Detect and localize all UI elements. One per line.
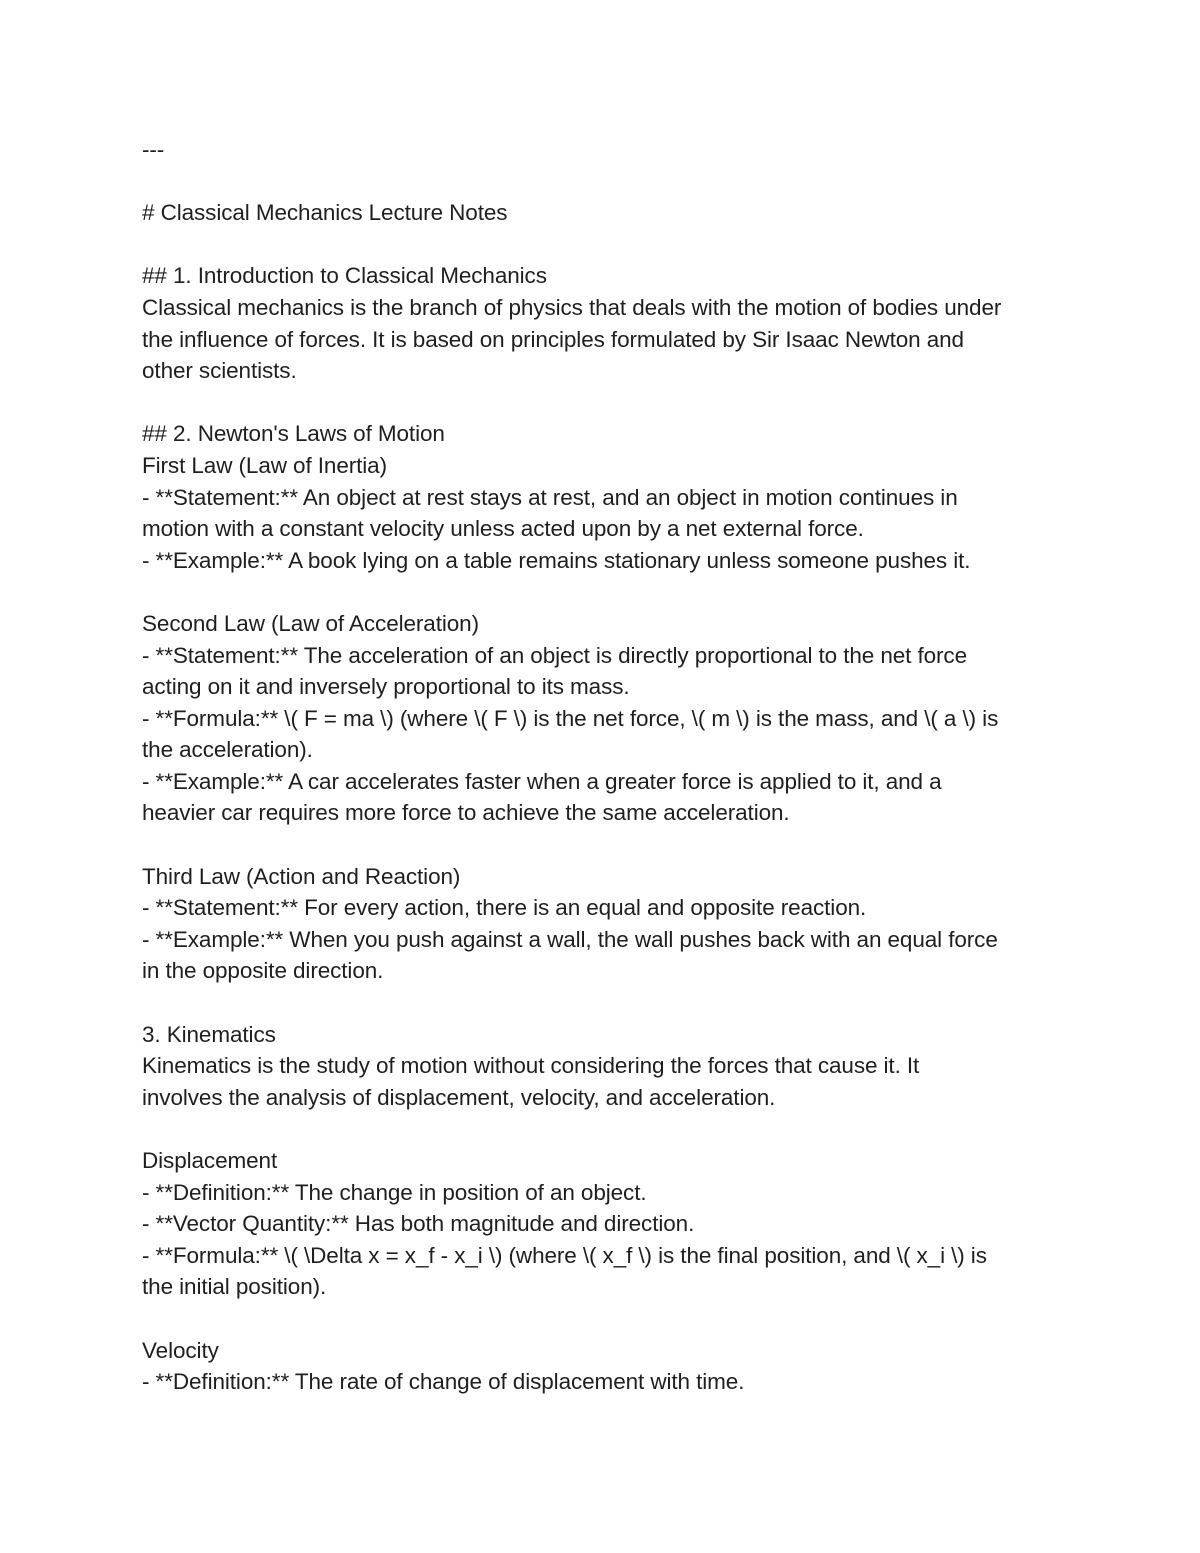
- list-item: - **Statement:** An object at rest stays at rest, and an object in motion continues in: [142, 484, 958, 510]
- list-item: - **Formula:** \( F = ma \) (where \( F \) is the net force, \( m \) is the mass, and \( a \) is: [142, 705, 999, 731]
- list-item: - **Statement:** For every action, there is an equal and opposite reaction.: [142, 895, 867, 921]
- spacer: [142, 1113, 1082, 1145]
- subsection-title: Displacement: [142, 1148, 278, 1173]
- spacer: [142, 229, 1082, 261]
- spacer: [142, 1303, 1082, 1335]
- list-item: - **Example:** When you push against a wall, the wall pushes back with an equal force: [142, 926, 998, 952]
- paragraph-line: Classical mechanics is the branch of physics that deals with the motion of bodies under: [142, 294, 1002, 320]
- spacer: [142, 387, 1082, 419]
- list-item-continuation: acting on it and inversely proportional to its mass.: [142, 674, 630, 700]
- list-item-continuation: the acceleration).: [142, 737, 313, 763]
- paragraph-line: Kinematics is the study of motion without considering the forces that cause it. It: [142, 1053, 920, 1079]
- list-item: - **Formula:** \( \Delta x = x_f - x_i \) (where \( x_f \) is the final position, and \( x_i \) is: [142, 1242, 987, 1268]
- section-heading: ## 2. Newton's Laws of Motion: [142, 421, 445, 447]
- document-title: # Classical Mechanics Lecture Notes: [142, 200, 508, 226]
- list-item-continuation: in the opposite direction.: [142, 958, 384, 984]
- subsection-title: Velocity: [142, 1337, 219, 1363]
- spacer: [142, 576, 1082, 608]
- section-introduction: [142, 260, 1082, 386]
- document-page: [142, 134, 1082, 1398]
- list-item: - **Statement:** The acceleration of an object is directly proportional to the net force: [142, 642, 967, 668]
- list-item: - **Example:** A car accelerates faster when a greater force is applied to it, and a: [142, 768, 942, 794]
- list-item-continuation: heavier car requires more force to achieve the same acceleration.: [142, 800, 790, 826]
- spacer: [142, 987, 1082, 1019]
- paragraph-line: involves the analysis of displacement, velocity, and acceleration.: [142, 1084, 776, 1110]
- subsection-title: Second Law (Law of Acceleration): [142, 610, 479, 636]
- list-item-continuation: motion with a constant velocity unless acted upon by a net external force.: [142, 516, 864, 542]
- horizontal-rule-marker: ---: [142, 137, 165, 162]
- list-item-continuation: the initial position).: [142, 1274, 327, 1300]
- spacer: [142, 166, 1082, 198]
- section-kinematics: [142, 1019, 1082, 1398]
- section-heading: 3. Kinematics: [142, 1021, 276, 1047]
- list-item: - **Vector Quantity:** Has both magnitude and direction.: [142, 1211, 695, 1237]
- section-newtons-laws: [142, 418, 1082, 987]
- paragraph-line: the influence of forces. It is based on principles formulated by Sir Isaac Newton and: [142, 326, 964, 352]
- spacer: [142, 829, 1082, 861]
- list-item: - **Example:** A book lying on a table remains stationary unless someone pushes it.: [142, 547, 971, 573]
- paragraph-line: other scientists.: [142, 358, 297, 384]
- list-item: - **Definition:** The rate of change of displacement with time.: [142, 1369, 745, 1395]
- section-heading: ## 1. Introduction to Classical Mechanics: [142, 263, 547, 289]
- subsection-title: First Law (Law of Inertia): [142, 452, 387, 478]
- subsection-title: Third Law (Action and Reaction): [142, 863, 461, 889]
- list-item: - **Definition:** The change in position of an object.: [142, 1179, 647, 1205]
